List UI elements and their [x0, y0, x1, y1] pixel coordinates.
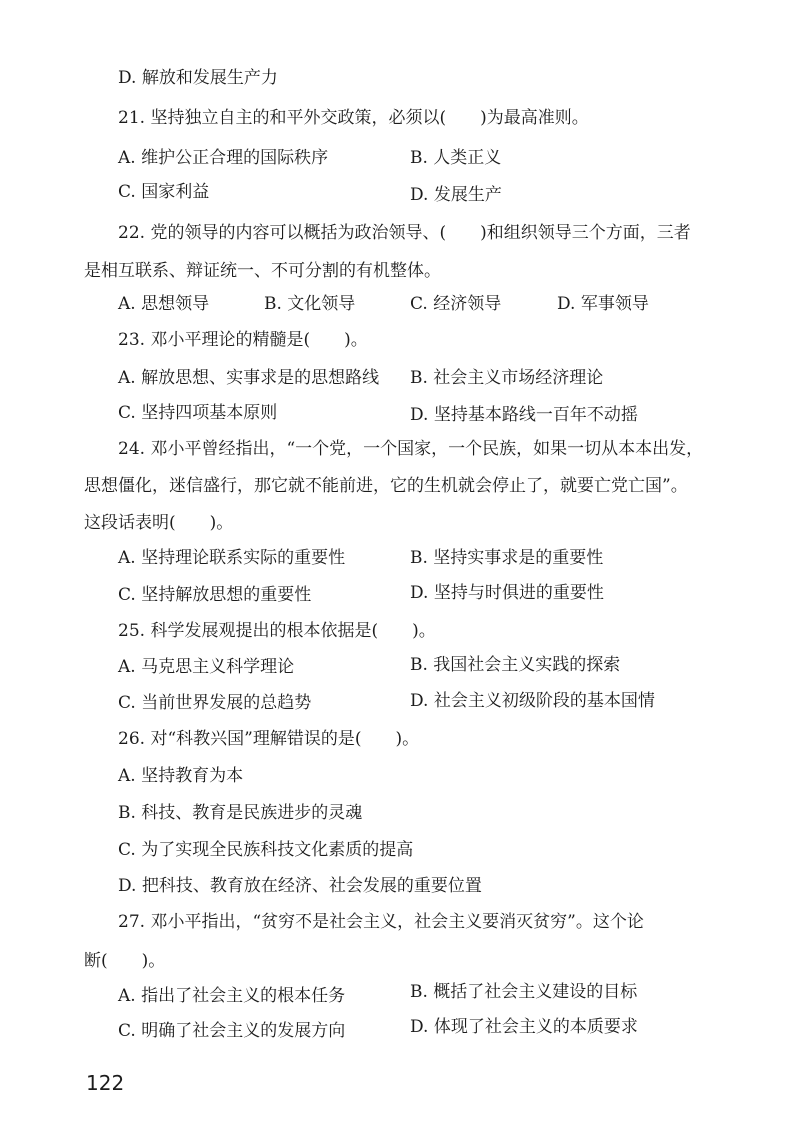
- option-d-q22: D. 军事领导: [557, 294, 649, 314]
- option-d-q21: D. 发展生产: [410, 185, 502, 205]
- option-a-q24: A. 坚持理论联系实际的重要性: [118, 548, 346, 568]
- option-c-q24: C. 坚持解放思想的重要性: [118, 585, 312, 605]
- option-d-q24: D. 坚持与时俱进的重要性: [410, 583, 604, 603]
- option-b-q26: B. 科技、教育是民族进步的灵魂: [118, 803, 363, 823]
- option-b-q27: B. 概括了社会主义建设的目标: [410, 982, 638, 1002]
- question-25: 25. 科学发展观提出的根本依据是( )。: [118, 621, 436, 641]
- question-24-line3: 这段话表明( )。: [84, 513, 234, 533]
- option-b-q25: B. 我国社会主义实践的探索: [410, 655, 621, 675]
- option-d-q25: D. 社会主义初级阶段的基本国情: [410, 691, 655, 711]
- page-number: 122: [86, 1071, 125, 1095]
- question-22-line1: 22. 党的领导的内容可以概括为政治领导、( )和组织领导三个方面，三者: [118, 223, 691, 243]
- option-b-q23: B. 社会主义市场经济理论: [410, 368, 604, 388]
- option-d-q23: D. 坚持基本路线一百年不动摇: [410, 405, 638, 425]
- question-27-line1: 27. 邓小平指出，“贫穷不是社会主义，社会主义要消灭贫穷”。这个论: [118, 912, 644, 932]
- option-c-q23: C. 坚持四项基本原则: [118, 403, 278, 423]
- question-22-line2: 是相互联系、辩证统一、不可分割的有机整体。: [84, 261, 441, 281]
- question-24-line1: 24. 邓小平曾经指出，“一个党，一个国家，一个民族，如果一切从本本出发，: [118, 439, 704, 459]
- option-c-q26: C. 为了实现全民族科技文化素质的提高: [118, 840, 414, 860]
- option-a-q27: A. 指出了社会主义的根本任务: [118, 986, 346, 1006]
- question-23: 23. 邓小平理论的精髓是( )。: [118, 330, 368, 350]
- option-d-q27: D. 体现了社会主义的本质要求: [410, 1017, 638, 1037]
- option-b-q24: B. 坚持实事求是的重要性: [410, 548, 604, 568]
- question-26: 26. 对“科教兴国”理解错误的是( )。: [118, 729, 420, 749]
- option-a-q26: A. 坚持教育为本: [118, 766, 244, 786]
- option-b-q21: B. 人类正义: [410, 148, 502, 168]
- option-a-q25: A. 马克思主义科学理论: [118, 657, 295, 677]
- option-d-q20: D. 解放和发展生产力: [118, 68, 278, 88]
- option-a-q22: A. 思想领导: [118, 294, 210, 314]
- option-c-q25: C. 当前世界发展的总趋势: [118, 693, 312, 713]
- option-c-q21: C. 国家利益: [118, 182, 210, 202]
- question-24-line2: 思想僵化，迷信盛行，那它就不能前进，它的生机就会停止了，就要亡党亡国”。: [84, 476, 688, 496]
- option-d-q26: D. 把科技、教育放在经济、社会发展的重要位置: [118, 876, 482, 896]
- option-a-q21: A. 维护公正合理的国际秩序: [118, 148, 329, 168]
- option-c-q22: C. 经济领导: [410, 294, 502, 314]
- option-c-q27: C. 明确了社会主义的发展方向: [118, 1021, 346, 1041]
- option-a-q23: A. 解放思想、实事求是的思想路线: [118, 368, 380, 388]
- question-27-line2: 断( )。: [84, 951, 166, 971]
- question-21: 21. 坚持独立自主的和平外交政策，必须以( )为最高准则。: [118, 108, 589, 128]
- option-b-q22: B. 文化领导: [264, 294, 356, 314]
